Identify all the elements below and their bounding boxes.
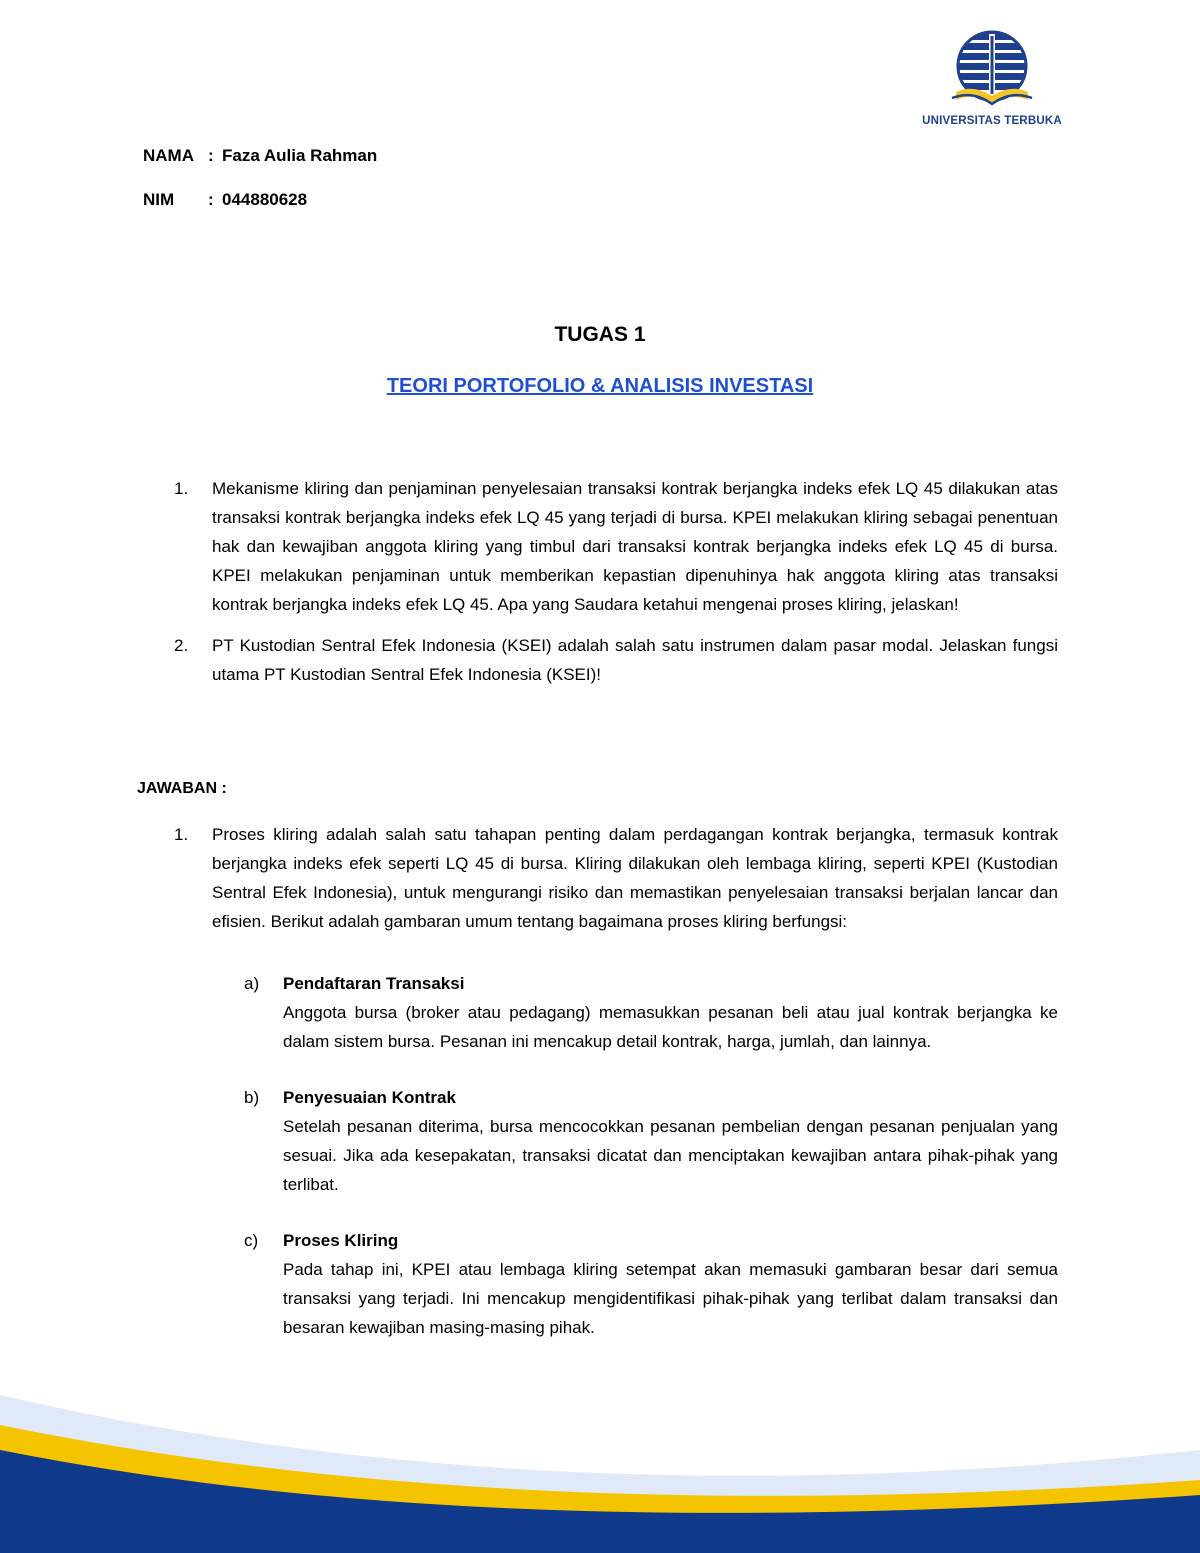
step-text: Pada tahap ini, KPEI atau lembaga kliring setempat akan memasuki gambaran besar dari semua transaksi yang terjadi. Ini mencakup mengidentifikasi pihak-pihak yang terlibat dalam transaksi dan besaran kewajiban masing-masing pihak. [283,1260,1058,1337]
name-row [143,143,377,168]
question-list [174,474,1058,689]
item-number: 1. [174,479,189,498]
page-title: TUGAS 1 [554,323,646,346]
step-body [283,1226,1058,1342]
footer-wave-decoration [0,1395,1200,1553]
step-body [283,969,1058,1056]
step-heading: Penyesuaian Kontrak [283,1088,456,1107]
answer-intro: Proses kliring adalah salah satu tahapan penting dalam perdagangan kontrak berjangka, termasuk kontrak berjangka indeks efek seperti LQ 45 di bursa. Kliring dilakukan oleh lembaga kliring, seperti KPEI (Kustodian Sentral Efek Indonesia), untuk mengurangi risiko dan memastikan penyelesaian transaksi berjalan lancar dan efisien. Berikut adalah gambaran umum tentang bagaimana proses kliring berfungsi: [212,825,1058,931]
step-letter: a) [244,974,260,993]
nim-value: 044880628 [222,190,308,209]
globe-book-emblem-icon [918,26,1066,116]
answer-list [174,820,1058,1342]
step-body [283,1083,1058,1199]
university-logo [918,26,1066,138]
list-item [174,820,1058,936]
question-text: PT Kustodian Sentral Efek Indonesia (KSEI) adalah salah satu instrumen dalam pasar modal. Jelaskan fungsi utama PT Kustodian Sentral Efek Indonesia (KSEI)! [212,636,1058,684]
question-text: Mekanisme kliring dan penjaminan penyelesaian transaksi kontrak berjangka indeks efek LQ 45 dilakukan atas transaksi kontrak berjangka indeks efek LQ 45 yang terjadi di bursa. KPEI melakukan kliring sebagai penentuan hak dan kewajiban anggota kliring yang timbul dari transaksi kontrak berjangka indeks efek LQ 45 di bursa. KPEI melakukan penjaminan untuk memberikan kepastian dipenuhinya hak anggota kliring atas transaksi kontrak berjangka indeks efek LQ 45. Apa yang Saudara ketahui mengenai proses kliring, jelaskan! [212,479,1058,614]
step-text: Setelah pesanan diterima, bursa mencocokkan pesanan pembelian dengan pesanan penjualan yang sesuai. Jika ada kesepakatan, transaksi dicatat dan menciptakan kewajiban antara pihak-pihak yang terlibat. [283,1117,1058,1194]
list-item [174,474,1058,619]
name-colon: : [208,146,214,165]
step-letter: c) [244,1231,259,1250]
nim-colon: : [208,190,214,209]
answer-step [244,969,1058,1056]
name-label: NAMA [143,146,194,165]
answer-step [244,1226,1058,1342]
nim-label: NIM [143,190,175,209]
logo-text: UNIVERSITAS TERBUKA [922,115,1062,127]
item-number: 1. [174,825,189,844]
name-value: Faza Aulia Rahman [222,146,378,165]
item-number: 2. [174,636,189,655]
answers-heading: JAWABAN : [137,780,227,797]
student-identity [143,143,377,231]
step-letter: b) [244,1088,260,1107]
nim-row [143,187,377,212]
page-subtitle: TEORI PORTOFOLIO & ANALISIS INVESTASI [386,375,814,397]
step-heading: Pendaftaran Transaksi [283,974,465,993]
answer-step [244,1083,1058,1199]
list-item [174,631,1058,689]
step-heading: Proses Kliring [283,1231,399,1250]
step-text: Anggota bursa (broker atau pedagang) memasukkan pesanan beli atau jual kontrak berjangka ke dalam sistem bursa. Pesanan ini mencakup detail kontrak, harga, jumlah, dan lainnya. [283,1003,1058,1051]
